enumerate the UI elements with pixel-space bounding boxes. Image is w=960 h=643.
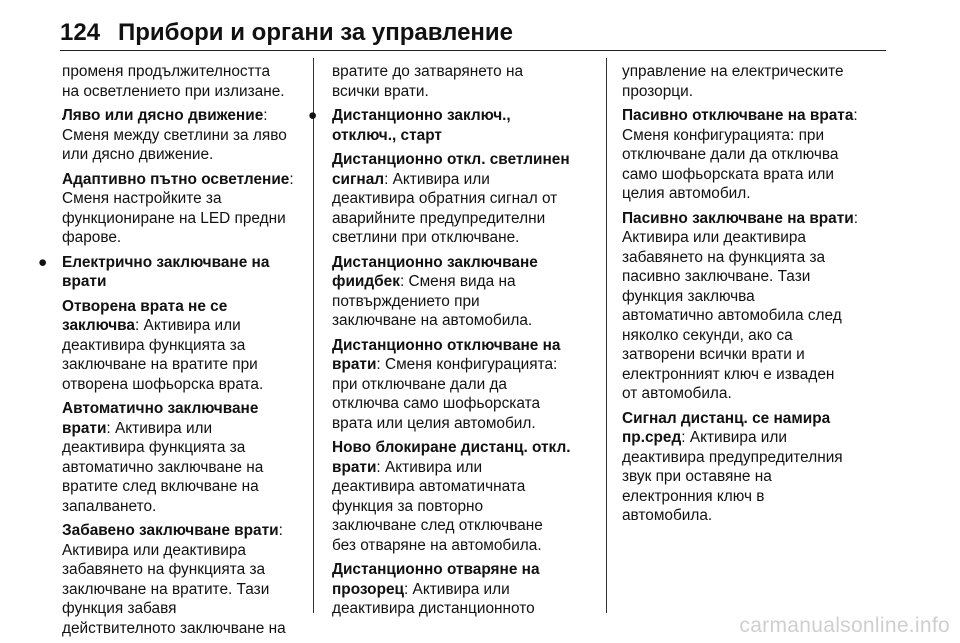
header-rule [60,50,886,51]
setting-entry: Дистанционно отваряне на прозорец: Активира или деактивира дистанционното [332,561,540,617]
setting-entry: Пасивно заключване на врати: Активира или деактивира забавянето на функцията за пасивно заключване. Тази функция заключва автоматично автомобила след няколко секунди, ако са затворени всички врати и електронният ключ е изваден от автомобила. [622,209,859,402]
setting-term: Адаптивно пътно осветление [62,170,290,188]
column-3 [622,62,886,531]
column-2 [308,62,594,624]
setting-entry: Отворена врата не се заключва: Активира или деактивира функцията за заключване на вратите при отворена шофьорска врата. [62,297,264,393]
paragraph: управление на електрическите прозорци. [622,63,844,100]
setting-term: Пасивно отключване на врата [622,107,854,124]
setting-entry: Сигнал дистанц. се намира пр.сред: Активира или деактивира предупредителния звук при оставяне на електронния ключ в автомобила. [622,409,843,524]
setting-entry: Дистанционно заключване фиидбек: Сменя вида на потвърждението при заключване на автомобила. [332,253,538,329]
section-bullet: ● Дистанционно заключ., отключ., старт [308,107,511,144]
setting-entry: Ляво или дясно движение: Сменя между светлини за ляво или дясно движение. [62,107,287,163]
page-header [60,18,886,50]
setting-entry: Дистанционно откл. светлинен сигнал: Активира или деактивира обратния сигнал от аварийните предупредителни светлини при отключване. [332,151,570,246]
section-bullet: ● Електрично заключване на врати [38,253,270,290]
column-divider-2 [606,58,607,613]
setting-entry: Пасивно отключване на врата: Сменя конфигурацията: при отключване дали да отключва само шофьорската врата или целия автомобил. [622,107,858,202]
paragraph: вратите до затварянето на всички врати. [332,63,524,100]
page-number: 124 [60,19,101,46]
setting-entry: Адаптивно пътно осветление: Сменя настройките за функциониране на LED предни фарове. [62,170,294,246]
setting-entry: Дистанционно отключване на врати: Сменя конфигурацията: при отключване дали да отключва само шофьорската врата или целия автомобил. [332,336,561,432]
setting-entry: Забавено заключване врати: Активира или деактивира забавянето на функцията за заключване на вратите. Тази функция забавя действителното заключване на [62,522,286,637]
column-1 [38,62,300,643]
column-divider-1 [313,58,314,613]
setting-entry: Ново блокиране дистанц. откл. врати: Активира или деактивира автоматичната функция за повторно заключване след отключване без отваряне на автомобила. [332,439,571,554]
page-title: Прибори и органи за управление [118,19,514,46]
setting-entry: Автоматично заключване врати: Активира или деактивира функцията за автоматично заключване на вратите след включване на запалването. [62,400,264,515]
setting-term: Ляво или дясно движение [62,107,264,124]
setting-term: Забавено заключване врати [62,522,279,539]
paragraph: променя продължителността на осветлението при излизане. [62,63,285,100]
watermark: carmanualsonline.info [739,614,950,637]
setting-term: Пасивно заключване на врати [622,209,854,227]
